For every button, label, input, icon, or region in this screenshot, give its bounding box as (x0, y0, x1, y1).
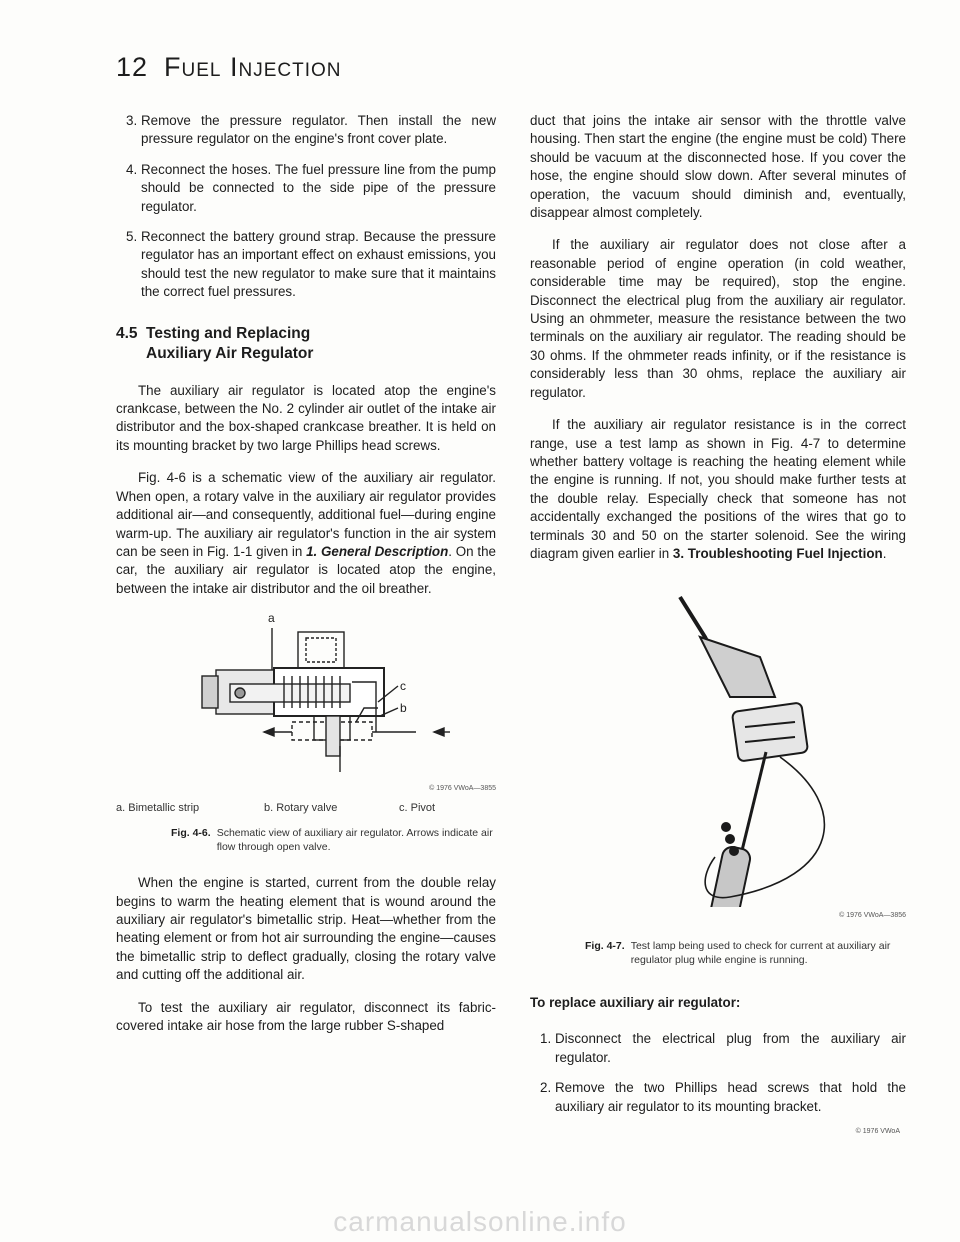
paragraph: When the engine is started, current from the double relay begins to warm the heating element that is wound around the auxiliary air regulator's bimetallic strip. Heat—whether from the heating element or from hot air surrounding the engine—causes the bimetallic strip to deflect gradually, closing the rotary valve and cutting off the additional air. (116, 875, 496, 983)
replace-step-list (530, 1030, 906, 1116)
plug-housing (700, 637, 775, 697)
test-lamp-photo (530, 577, 906, 907)
figure-legend (116, 802, 496, 814)
page-number: 12 (116, 52, 149, 82)
paragraph: If the auxiliary air regulator does not close after a reasonable period of engine operation (in cold weather, considerable time may be required), stop the engine. Disconnect the electrical plug from the auxiliary air regulator. Using an ohmmeter, measure the resistance between the two terminals on the auxiliary air regulator. The reading should be 30 ohms. If the ohmmeter reads infinity, or if the resistance is considerably less than 30 ohms, replace the auxiliary air regulator. (530, 237, 906, 400)
legend-item: c. Pivot (399, 802, 436, 815)
procedure-heading: To replace auxiliary air regulator: (530, 995, 741, 1011)
left-column (116, 112, 496, 1049)
right-column (530, 112, 906, 1135)
paragraph: Fig. 4-6 is a schematic view of the auxiliary air regulator. When open, a rotary valve in the auxiliary air regulator provides additional air—and consequently, additional fuel—during engine warm-up. The auxiliary air regulator's function in the air system can be seen in Fig. 1-1 given in 1. General Description. On the car, the auxiliary air regulator is located atop the engine, between the intake air distributor and the oil breather. (116, 470, 497, 596)
legend-item: b. Rotary valve (264, 802, 338, 815)
regulator-plug (732, 703, 808, 762)
step-item: 2. Remove the two Phillips head screws that hold the auxiliary air regulator to its mounting bracket. (540, 1080, 906, 1114)
label-c: c (400, 679, 406, 694)
label-a: a (268, 612, 275, 626)
section-title-line2: Auxiliary Air Regulator (146, 344, 314, 362)
watermark: carmanualsonline.info (333, 1206, 627, 1237)
figure-label: Fig. 4-6. (171, 827, 211, 840)
section-heading (116, 324, 496, 364)
page-header (116, 52, 342, 83)
left-step-list (116, 112, 496, 302)
label-b: b (400, 701, 407, 716)
paragraph: If the auxiliary air regulator resistance is in the correct range, use a test lamp as shown in Fig. 4-7 to determine whether battery voltage is reaching the heating element while the engine is running. If not, you should make further tests at the double relay. Especially check that someone has not accidentally exchanged the positions of the wires that go to terminals 30 and 50 on the starter solenoid. See the wiring diagram given earlier in 3. Troubleshooting Fuel Injection. (530, 417, 906, 561)
step-item: 3. Remove the pressure regulator. Then install the new pressure regulator on the engine's front cover plate. (126, 113, 496, 147)
section-number: 4.5 (116, 324, 138, 342)
paragraph: The auxiliary air regulator is located atop the engine's crankcase, between the No. 2 cylinder air outlet of the intake air distributor and the box-shaped crankcase breather. It is held on its mounting bracket by two large Phillips head screws. (116, 382, 496, 453)
step-item: 4. Reconnect the hoses. The fuel pressure line from the pump should be connected to the side pipe of the pressure regulator. (126, 161, 496, 214)
paragraph: To test the auxiliary air regulator, disconnect its fabric-covered intake air hose from the large rubber S-shaped (116, 999, 496, 1033)
figure-4-7 (530, 577, 906, 967)
legend-item: a. Bimetallic strip (116, 802, 200, 815)
paragraph: duct that joins the intake air sensor with the throttle valve housing. Then start the engine (the engine must be cold) There should be vacuum at the disconnected hose. If you cover the hose, the engine should slow down. After several minutes of operation, the vacuum should diminish and, eventually, disappear almost completely. (530, 113, 906, 221)
step-item: 1. Disconnect the electrical plug from the auxiliary air regulator. (540, 1031, 906, 1065)
regulator-schematic (116, 612, 496, 780)
page-title: Fuel Injection (164, 52, 342, 82)
section-title-line1: Testing and Replacing (146, 324, 311, 342)
step-item: 5. Reconnect the battery ground strap. Because the pressure regulator has an important effect on exhaust emissions, you should test the new regulator to make sure that it maintains the correct fuel pressures. (126, 229, 496, 300)
figure-4-6 (116, 612, 496, 854)
page-credit: © 1976 VWoA (855, 1127, 900, 1135)
figure-label: Fig. 4-7. (585, 940, 625, 953)
figure-caption: Fig. 4-7. Test lamp being used to check for current at auxiliary air regulator plug while engine is running. (585, 940, 891, 967)
cross-reference: 1. General Description (306, 543, 449, 559)
figure-credit: © 1976 VWoA—3855 (429, 785, 496, 793)
figure-credit: © 1976 VWoA—3856 (839, 912, 906, 920)
cross-reference: 3. Troubleshooting Fuel Injection (672, 545, 883, 561)
figure-caption: Fig. 4-6. Schematic view of auxiliary air regulator. Arrows indicate air flow through open valve. (171, 827, 493, 854)
